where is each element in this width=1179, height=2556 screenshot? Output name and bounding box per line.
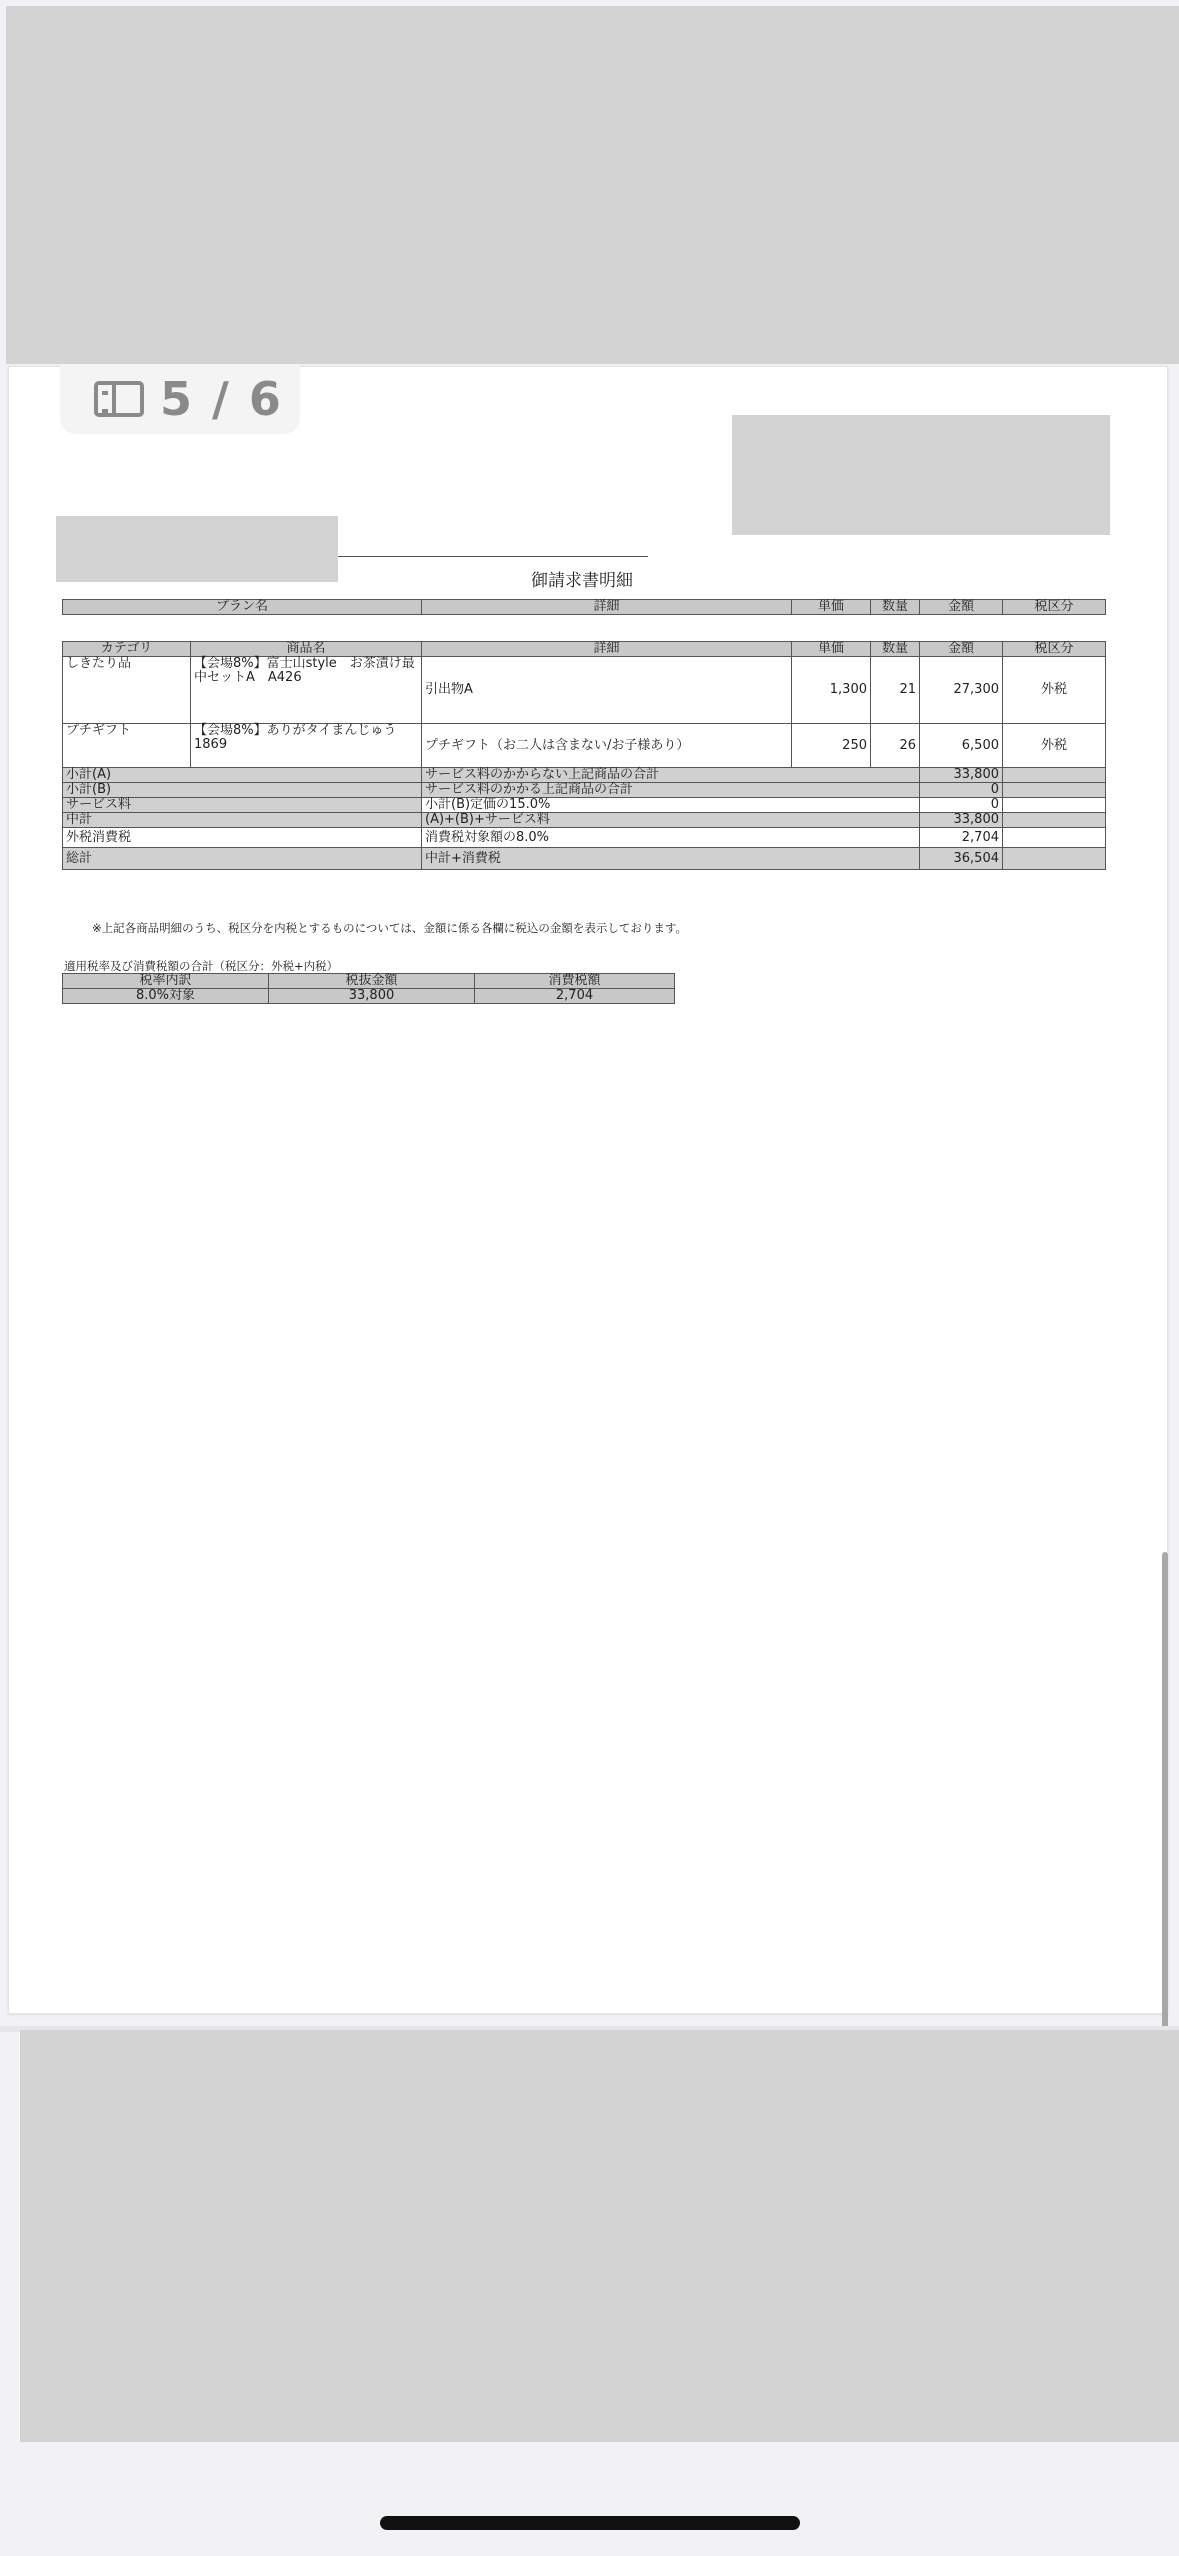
redacted-name-block	[56, 516, 338, 582]
summary-tax-cell	[1003, 783, 1106, 798]
item-qty: 21	[871, 657, 920, 724]
summary-detail: サービス料のかからない上記商品の合計	[422, 768, 920, 783]
table-row	[63, 989, 675, 1004]
page-indicator[interactable]	[60, 364, 300, 434]
summary-tax-cell	[1003, 813, 1106, 828]
summary-amount: 33,800	[920, 813, 1003, 828]
summary-amount: 33,800	[920, 768, 1003, 783]
redacted-address-block	[732, 415, 1110, 535]
summary-detail: (A)+(B)+サービス料	[422, 813, 920, 828]
item-detail: 引出物A	[422, 657, 792, 724]
col-tax-type: 税区分	[1003, 600, 1106, 615]
summary-detail: 消費税対象額の8.0%	[422, 828, 920, 848]
table-row	[63, 657, 1106, 724]
col-qty: 数量	[871, 642, 920, 657]
tax-amount-value: 2,704	[475, 989, 675, 1004]
tax-summary-caption: 適用税率及び消費税額の合計（税区分：外税+内税）	[64, 959, 339, 973]
items-table	[62, 641, 1106, 870]
item-qty: 26	[871, 724, 920, 768]
item-unit-price: 250	[792, 724, 871, 768]
item-tax-type: 外税	[1003, 657, 1106, 724]
item-unit-price: 1,300	[792, 657, 871, 724]
col-amount: 金額	[920, 600, 1003, 615]
summary-row-consumption-tax	[63, 828, 1106, 848]
summary-detail: 小計(B)定価の15.0%	[422, 798, 920, 813]
tax-rate-value: 8.0%対象	[63, 989, 269, 1004]
tax-note: ※上記各商品明細のうち、税区分を内税とするものについては、金額に係る各欄に税込の金額を表示しております。	[92, 921, 687, 935]
document-title: 御請求書明細	[531, 571, 633, 591]
col-product-name: 商品名	[191, 642, 422, 657]
summary-tax-cell	[1003, 768, 1106, 783]
item-amount: 27,300	[920, 657, 1003, 724]
summary-amount: 36,504	[920, 848, 1003, 870]
col-unit-price: 単価	[792, 642, 871, 657]
col-tax-amount: 消費税額	[475, 974, 675, 989]
sidebar-book-icon[interactable]	[94, 381, 144, 417]
page-counter: 5 / 6	[160, 372, 283, 426]
item-category: しきたり品	[63, 657, 191, 724]
summary-detail: 中計+消費税	[422, 848, 920, 870]
pre-tax-amount-value: 33,800	[269, 989, 475, 1004]
summary-row-grand-total	[63, 848, 1106, 870]
tax-summary-table	[62, 973, 675, 1004]
col-pre-tax-amount: 税抜金額	[269, 974, 475, 989]
summary-label: 小計(A)	[63, 768, 422, 783]
item-tax-type: 外税	[1003, 724, 1106, 768]
item-amount: 6,500	[920, 724, 1003, 768]
home-indicator[interactable]	[380, 2516, 800, 2530]
summary-tax-cell	[1003, 848, 1106, 870]
col-category: カテゴリ	[63, 642, 191, 657]
col-plan-name: プラン名	[63, 600, 422, 615]
col-tax-rate: 税率内訳	[63, 974, 269, 989]
col-detail: 詳細	[422, 642, 792, 657]
summary-row-service-fee	[63, 798, 1106, 813]
summary-row-midtotal	[63, 813, 1106, 828]
summary-label: サービス料	[63, 798, 422, 813]
col-amount: 金額	[920, 642, 1003, 657]
col-detail: 詳細	[422, 600, 792, 615]
item-category: プチギフト	[63, 724, 191, 768]
title-underline	[338, 556, 648, 557]
summary-row-subtotal-a	[63, 768, 1106, 783]
summary-tax-cell	[1003, 828, 1106, 848]
summary-label: 総計	[63, 848, 422, 870]
summary-tax-cell	[1003, 798, 1106, 813]
summary-amount: 0	[920, 783, 1003, 798]
item-name: 【会場8%】富士山style お茶漬け最中セットA A426	[191, 657, 422, 724]
vertical-scrollbar[interactable]	[1162, 1552, 1168, 2032]
summary-label: 小計(B)	[63, 783, 422, 798]
redacted-header-block	[6, 6, 1179, 364]
item-detail: プチギフト（お二人は含まない/お子様あり）	[422, 724, 792, 768]
table-row	[63, 724, 1106, 768]
summary-detail: サービス料のかかる上記商品の合計	[422, 783, 920, 798]
col-qty: 数量	[871, 600, 920, 615]
plan-header-table	[62, 599, 1106, 615]
col-unit-price: 単価	[792, 600, 871, 615]
item-name: 【会場8%】ありがタイまんじゅう 1869	[191, 724, 422, 768]
summary-amount: 2,704	[920, 828, 1003, 848]
col-tax-type: 税区分	[1003, 642, 1106, 657]
summary-row-subtotal-b	[63, 783, 1106, 798]
summary-label: 中計	[63, 813, 422, 828]
summary-amount: 0	[920, 798, 1003, 813]
summary-label: 外税消費税	[63, 828, 422, 848]
redacted-next-page-block	[20, 2030, 1179, 2442]
